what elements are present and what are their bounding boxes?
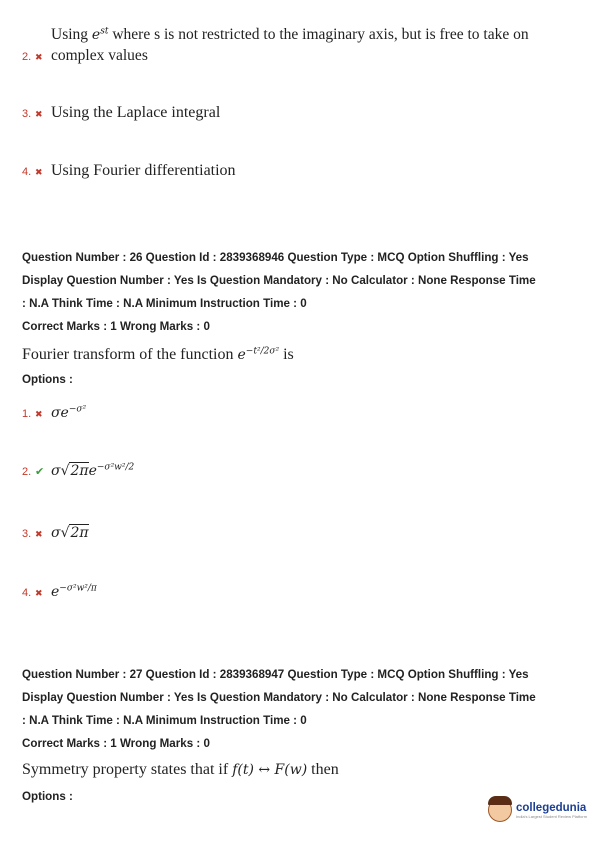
option-number: 3.: [22, 528, 32, 540]
stem-text: Fourier transform of the function: [22, 346, 238, 363]
q26-option-3: [22, 525, 89, 541]
q26-option-2: [22, 463, 134, 479]
cross-icon: ✖: [35, 52, 43, 62]
option-text-suffix: where s is not restricted to the imaginary axis, but is free to take on: [108, 26, 529, 43]
check-icon: ✔: [35, 466, 45, 478]
meta-line: Question Number : 27 Question Id : 2839368947 Question Type : MCQ Option Shuffling : Yes: [22, 668, 529, 681]
meta-line: Question Number : 26 Question Id : 2839368946 Question Type : MCQ Option Shuffling : Yes: [22, 251, 529, 264]
option-number: 4.: [22, 587, 32, 599]
prev-option-4: [22, 162, 236, 180]
mascot-icon: [488, 798, 512, 822]
cross-icon: ✖: [35, 109, 43, 119]
option-math: σ√2π: [51, 525, 89, 541]
option-text: complex values: [51, 47, 148, 64]
meta-line: : N.A Think Time : N.A Minimum Instruction Time : 0: [22, 714, 307, 727]
marks-line: Correct Marks : 1 Wrong Marks : 0: [22, 737, 210, 750]
options-label: Options :: [22, 790, 73, 803]
stem-math: $e^{-t^2/2\sigma^2}$: [237, 346, 280, 363]
option-text: Using the Laplace integral: [51, 104, 221, 121]
option-math: $\sigma√2\pi e^{-\sigma^2w^2/2}$: [51, 462, 135, 479]
prev-option-2: [22, 26, 529, 65]
prev-option-3: [22, 104, 220, 122]
question-26-meta: [22, 246, 582, 338]
stem-text: Symmetry property states that if: [22, 761, 233, 778]
logo-name: collegedunia: [516, 801, 587, 814]
meta-line: : N.A Think Time : N.A Minimum Instruction Time : 0: [22, 297, 307, 310]
option-math: $e^{-\sigma^2w^2/\pi}$: [51, 583, 97, 600]
options-label: Options :: [22, 373, 73, 386]
option-number: 2.: [22, 51, 32, 63]
cross-icon: ✖: [35, 588, 43, 598]
q26-option-4: [22, 584, 97, 600]
option-math: $\sigma e^{-\sigma^2}$: [51, 404, 87, 421]
option-text-prefix: Using: [51, 26, 92, 43]
stem-math: f(t) ↔ F(w): [232, 762, 308, 778]
meta-line: Display Question Number : Yes Is Question Mandatory : No Calculator : None Response Time: [22, 274, 536, 287]
option-text: Using Fourier differentiation: [51, 162, 236, 179]
cross-icon: ✖: [35, 409, 43, 419]
logo-tagline: India's Largest Student Review Platform: [516, 813, 588, 819]
q26-option-1: [22, 405, 86, 421]
marks-line: Correct Marks : 1 Wrong Marks : 0: [22, 320, 210, 333]
option-number: 4.: [22, 166, 32, 178]
stem-suffix: then: [307, 761, 339, 778]
option-number: 1.: [22, 408, 32, 420]
stem-suffix: is: [279, 346, 294, 363]
option-math: $e^{st}$: [91, 26, 109, 43]
option-number: 2.: [22, 466, 32, 478]
question-27-stem: [22, 761, 339, 779]
meta-line: Display Question Number : Yes Is Question Mandatory : No Calculator : None Response Time: [22, 691, 536, 704]
question-27-meta: [22, 663, 582, 755]
option-number: 3.: [22, 108, 32, 120]
cross-icon: ✖: [35, 529, 43, 539]
collegedunia-logo: [488, 798, 587, 822]
cross-icon: ✖: [35, 167, 43, 177]
question-26-stem: [22, 346, 294, 364]
